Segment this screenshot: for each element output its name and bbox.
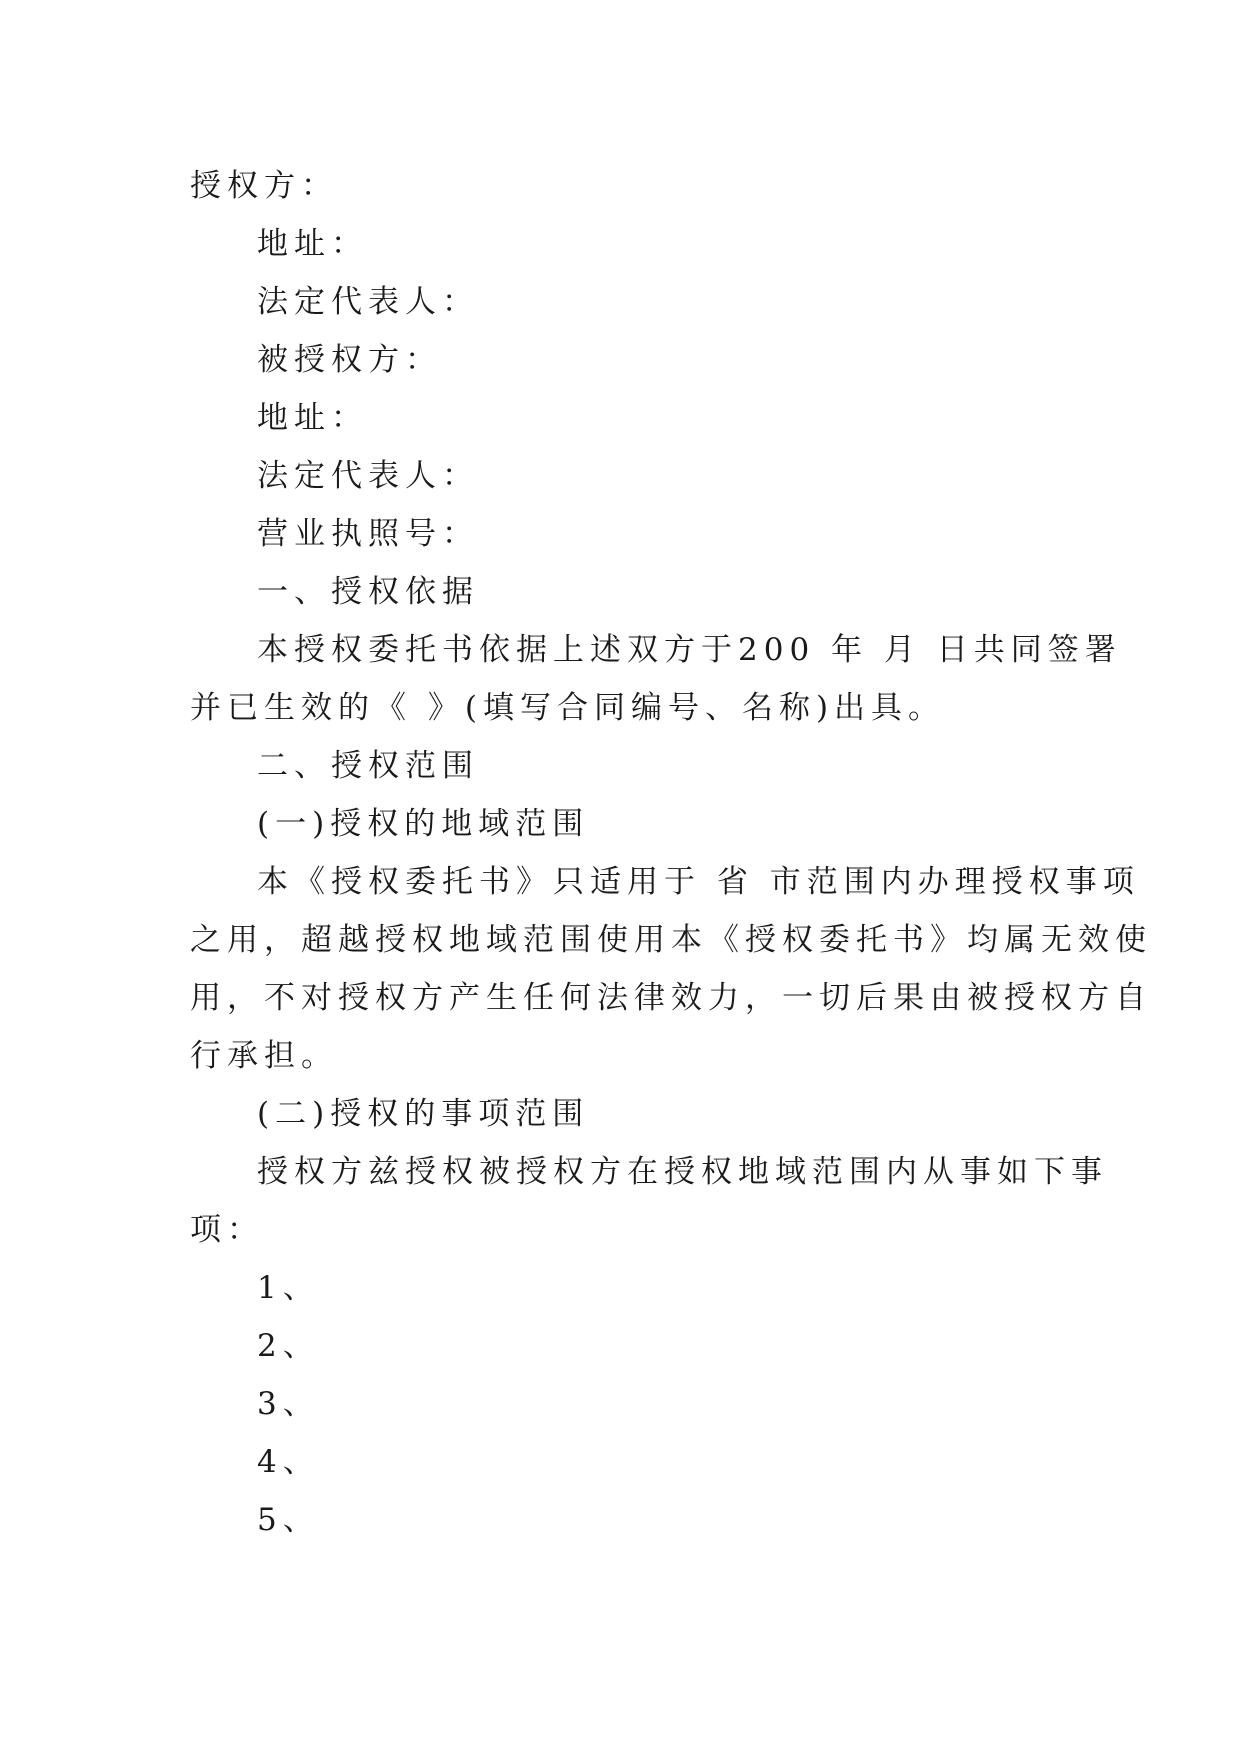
section-heading-basis: 一、授权依据: [257, 574, 479, 610]
subsection-heading-matters: (二)授权的事项范围: [257, 1096, 590, 1132]
paragraph-line: 用，不对授权方产生任何法律效力，一切后果由被授权方自: [190, 980, 1152, 1016]
paragraph-line: 项：: [190, 1212, 264, 1248]
paragraph-line: 并已生效的《 》(填写合同编号、名称)出具。: [190, 690, 946, 726]
paragraph-line: 行承担。: [190, 1038, 338, 1074]
list-item: 3、: [257, 1386, 320, 1422]
grantor-address-label: 地址：: [257, 226, 368, 262]
grantor-legal-rep-label: 法定代表人：: [257, 284, 479, 320]
list-item: 2、: [257, 1328, 320, 1364]
paragraph-line: 本《授权委托书》只适用于 省 市范围内办理授权事项: [257, 864, 1140, 900]
section-heading-scope: 二、授权范围: [257, 748, 479, 784]
grantee-address-label: 地址：: [257, 400, 368, 436]
grantor-label: 授权方：: [190, 168, 338, 204]
grantee-label: 被授权方：: [257, 342, 442, 378]
list-item: 1、: [257, 1270, 320, 1306]
list-item: 5、: [257, 1502, 320, 1538]
paragraph-line: 本授权委托书依据上述双方于200 年 月 日共同签署: [257, 632, 1122, 668]
paragraph-line: 之用，超越授权地域范围使用本《授权委托书》均属无效使: [190, 922, 1152, 958]
business-license-label: 营业执照号：: [257, 516, 479, 552]
list-item: 4、: [257, 1444, 320, 1480]
subsection-heading-region: (一)授权的地域范围: [257, 806, 590, 842]
paragraph-line: 授权方兹授权被授权方在授权地域范围内从事如下事: [257, 1154, 1108, 1190]
grantee-legal-rep-label: 法定代表人：: [257, 458, 479, 494]
